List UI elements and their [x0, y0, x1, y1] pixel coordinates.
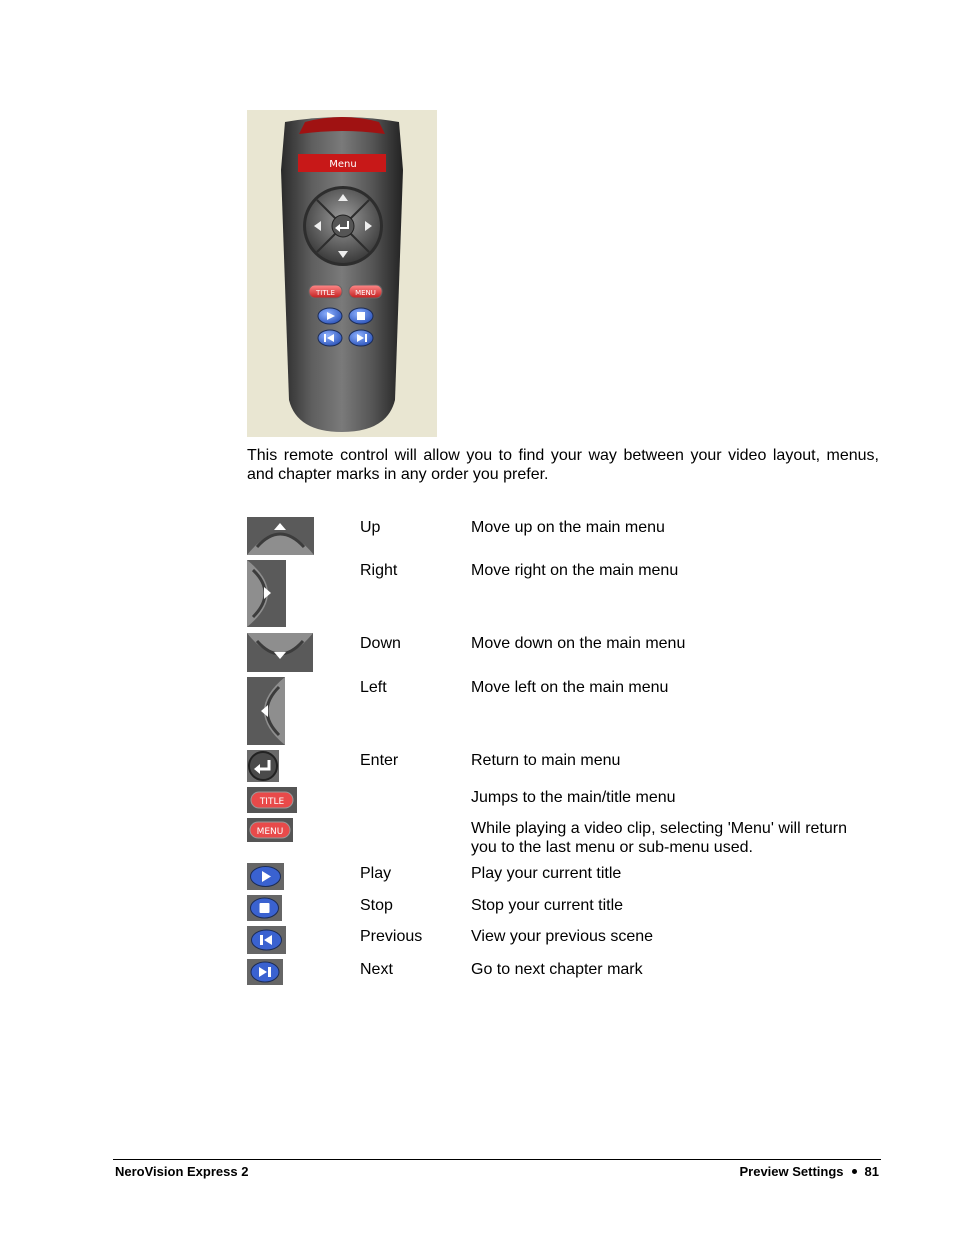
bullet-icon — [852, 1169, 857, 1174]
button-name: Right — [360, 562, 398, 579]
button-name: Play — [360, 865, 392, 882]
button-description: Move up on the main menu — [471, 519, 665, 536]
menu-button-label: MENU — [256, 827, 284, 837]
button-name: Stop — [360, 897, 393, 914]
intro-paragraph: This remote control will allow you to find your way between your video layout, menus, and chapter marks in any order you prefer. — [247, 447, 879, 483]
next-icon — [247, 959, 283, 985]
button-name: Next — [360, 961, 393, 978]
button-description: Stop your current title — [471, 897, 624, 914]
arrow-up-icon — [247, 517, 314, 555]
button-description: Go to next chapter mark — [471, 961, 643, 978]
arrow-down-icon — [247, 633, 313, 672]
footer-section-title: Preview Settings — [739, 1164, 844, 1179]
remote-control-image — [247, 110, 437, 437]
page-footer — [113, 1159, 881, 1179]
button-name: Previous — [360, 928, 423, 945]
menu-button-icon — [247, 818, 293, 842]
enter-icon — [247, 750, 279, 782]
play-icon — [247, 863, 284, 890]
button-description: Return to main menu — [471, 752, 621, 769]
button-description: Move right on the main menu — [471, 562, 679, 579]
footer-product-name: NeroVision Express 2 — [115, 1164, 249, 1179]
button-description: View your previous scene — [471, 928, 654, 945]
button-name: Down — [360, 635, 401, 652]
arrow-left-icon — [247, 677, 285, 745]
button-name: Enter — [360, 752, 399, 769]
stop-icon — [247, 895, 282, 921]
button-name: Up — [360, 519, 381, 536]
remote-screen-label: Menu — [329, 159, 357, 170]
previous-icon — [247, 926, 286, 954]
button-description: Jumps to the main/title menu — [471, 789, 676, 806]
arrow-right-icon — [247, 560, 286, 627]
button-name: Left — [360, 679, 387, 696]
footer-section — [739, 1164, 879, 1179]
remote-title-label: TITLE — [316, 289, 335, 297]
button-description: While playing a video clip, selecting 'Menu' will return you to the last menu or sub-menu used. — [471, 820, 847, 856]
remote-menu-label: MENU — [355, 289, 376, 297]
button-description: Play your current title — [471, 865, 622, 882]
title-button-label: TITLE — [259, 797, 285, 807]
button-description: Move down on the main menu — [471, 635, 686, 652]
title-button-icon — [247, 787, 297, 813]
button-description: Move left on the main menu — [471, 679, 669, 696]
page-number: 81 — [864, 1164, 879, 1179]
